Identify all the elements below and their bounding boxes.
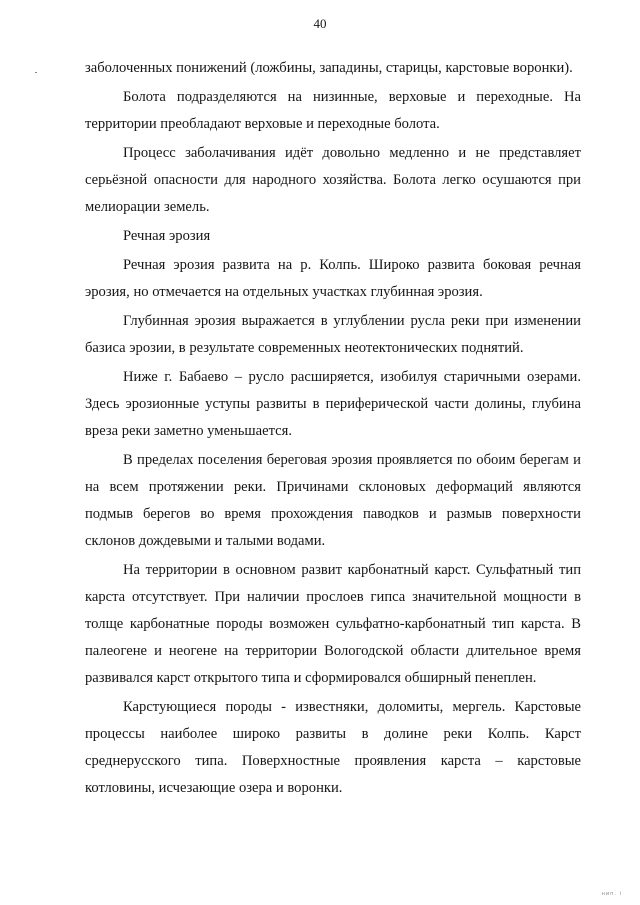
paragraph-karst: На территории в основном развит карбонатный карст. Сульфатный тип карста отсутствует. При наличии прослоев гипса значительной мощности в толще карбонатные породы возможен сульфатно-карбонатный тип карста. В палеогене и неогене на территории Вологодской области длительное время развивался карст открытого типа и сформировался обширный пенеплен. <box>85 562 581 686</box>
paragraph-swamping-process: Процесс заболачивания идёт довольно медленно и не представляет серьёзной опасности для народного хозяйства. Болота легко осушаются при мелиорации земель. <box>85 145 581 215</box>
document-body <box>85 55 581 804</box>
page-number: 40 <box>313 16 327 31</box>
paragraph-deep-erosion: Глубинная эрозия выражается в углублении русла реки при изменении базиса эрозии, в результате современных неотектонических поднятий. <box>85 313 581 356</box>
paragraph-karst-rocks: Карстующиеся породы - известняки, доломиты, мергель. Карстовые процессы наиболее широко развиты в долине реки Колпь. Карст среднерусского типа. Поверхностные проявления карста – карстовые котловины, исчезающие озера и воронки. <box>85 699 581 796</box>
paragraph-continuation: заболоченных понижений (ложбины, западины, старицы, карстовые воронки). <box>85 60 573 76</box>
paragraph-swamp-types: Болота подразделяются на низинные, верховые и переходные. На территории преобладают верховые и переходные болота. <box>85 89 581 132</box>
paragraph-babaevo: Ниже г. Бабаево – русло расширяется, изобилуя старичными озерами. Здесь эрозионные уступы развиты в периферической части долины, глубина вреза реки заметно уменьшается. <box>85 369 581 439</box>
footer-mark: нип. і <box>601 891 622 897</box>
paragraph-bank-erosion: В пределах поселения береговая эрозия проявляется по обоим берегам и на всем протяжении реки. Причинами склоновых деформаций являются подмыв берегов во время прохождения паводков и размыв поверхности склонов дождевыми и талыми водами. <box>85 452 581 549</box>
paragraph-river-erosion: Речная эрозия развита на р. Колпь. Широко развита боковая речная эрозия, но отмечается на отдельных участках глубинная эрозия. <box>85 257 581 300</box>
section-heading-river-erosion: Речная эрозия <box>123 228 211 244</box>
margin-speck <box>35 72 37 73</box>
